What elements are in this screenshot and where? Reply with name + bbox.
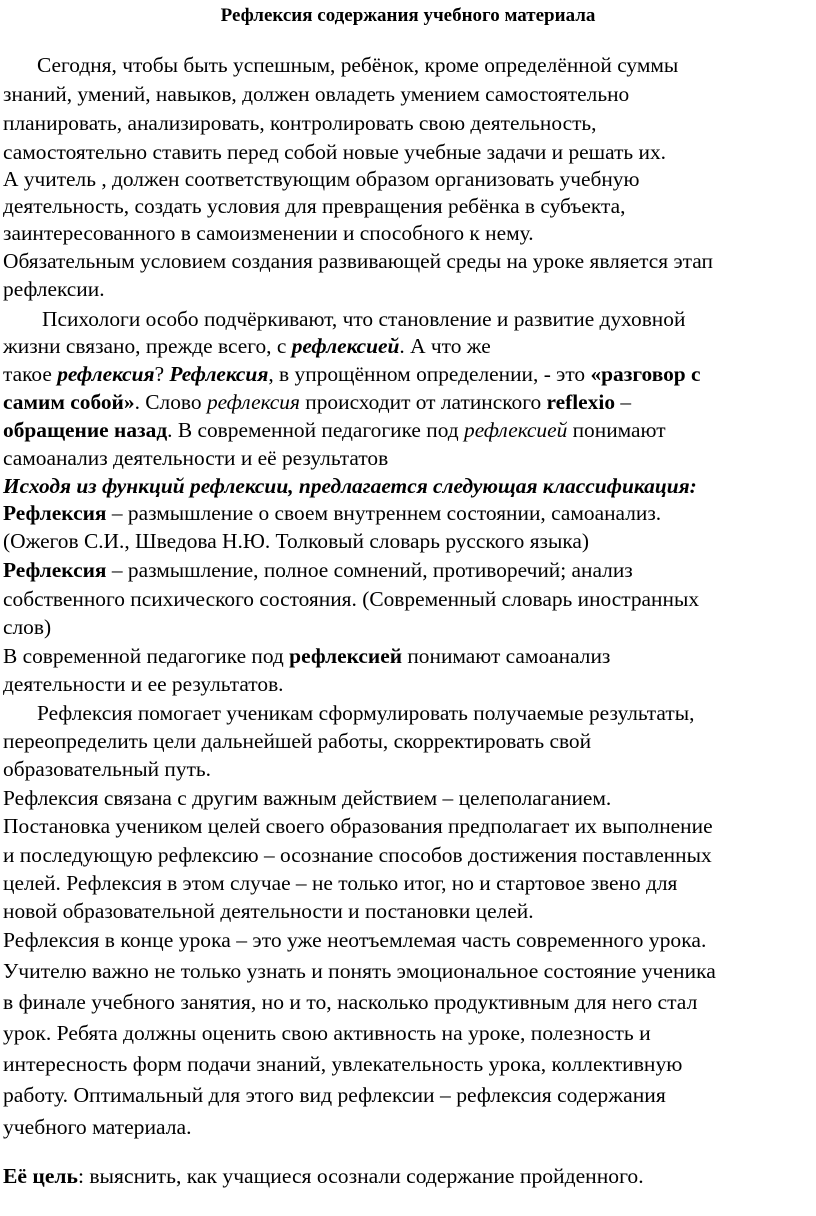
bold-term: рефлексией [289, 644, 403, 668]
text-line: Сегодня, чтобы быть успешным, ребёнок, кроме определённой суммы [37, 53, 679, 77]
definition-line [3, 500, 661, 527]
text-run: . Слово [134, 390, 207, 414]
text-line [3, 333, 491, 360]
text-run: жизни связано, прежде всего, с [3, 334, 292, 358]
text-line: деятельности и ее результатов. [3, 672, 284, 696]
emphasis-term: Рефлексия [169, 362, 269, 386]
italic-term: рефлексией [464, 418, 568, 442]
italic-term: рефлексия [206, 390, 300, 414]
page-title: Рефлексия содержания учебного материала [220, 5, 596, 26]
section-heading [3, 473, 697, 500]
bold-term: reflexio [546, 390, 616, 414]
text-line: интересность форм подачи знаний, увлекательность урока, коллективную [3, 1052, 683, 1076]
heading-text: Исходя из функций рефлексии, предлагается следующая классификация: [3, 474, 697, 498]
text-line: знаний, умений, навыков, должен овладеть умением самостоятельно [3, 82, 630, 106]
text-line: образовательный путь. [3, 757, 212, 781]
text-line: новой образовательной деятельности и постановки целей. [3, 899, 534, 923]
goal-label: Её цель [3, 1164, 78, 1188]
text-line: А учитель , должен соответствующим образом организовать учебную [3, 167, 640, 191]
text-run: происходит от латинского [299, 390, 547, 414]
emphasis-term: рефлексией [291, 334, 400, 358]
text-line [3, 361, 701, 388]
text-line: Постановка учеником целей своего образования предполагает их выполнение [3, 814, 713, 838]
text-line [3, 417, 666, 444]
text-line: Рефлексия связана с другим важным действием – целеполаганием. [3, 786, 612, 810]
definition-line [3, 557, 633, 584]
text-line: слов) [3, 615, 52, 639]
text-line [3, 643, 610, 670]
definition-term: Рефлексия [3, 558, 107, 582]
text-line: работу. Оптимальный для этого вид рефлексии – рефлексия содержания [3, 1083, 666, 1107]
text-line: самостоятельно ставить перед собой новые учебные задачи и решать их. [3, 140, 667, 164]
bold-term: «разговор с [590, 362, 701, 386]
text-line: самоанализ деятельности и её результатов [3, 446, 389, 470]
text-line: и последующую рефлексию – осознание способов достижения поставленных [3, 843, 712, 867]
text-run: , в упрощённом определении, - это [268, 362, 591, 386]
bold-term: самим собой» [3, 390, 135, 414]
text-line: (Ожегов С.И., Шведова Н.Ю. Толковый словарь русского языка) [3, 529, 590, 553]
text-line: Психологи особо подчёркивают, что становление и развитие духовной [42, 307, 686, 331]
text-run: – [615, 390, 632, 414]
emphasis-term: рефлексия [57, 362, 155, 386]
text-line: Обязательным условием создания развивающей среды на уроке является этап [3, 249, 713, 273]
text-line: рефлексии. [3, 277, 105, 301]
text-run: понимают самоанализ [402, 644, 611, 668]
text-line: планировать, анализировать, контролировать свою деятельность, [3, 111, 597, 135]
goal-line [3, 1163, 644, 1190]
text-line: целей. Рефлексия в этом случае – не только итог, но и стартовое звено для [3, 871, 678, 895]
text-line: заинтересованного в самоизменении и способного к нему. [3, 221, 534, 245]
text-line: собственного психического состояния. (Современный словарь иностранных [3, 587, 700, 611]
text-line: переопределить цели дальнейшей работы, скорректировать свой [3, 729, 592, 753]
text-run: : выяснить, как учащиеся осознали содержание пройденного. [77, 1164, 644, 1188]
text-line: учебного материала. [3, 1115, 192, 1139]
text-line: Рефлексия помогает ученикам сформулировать получаемые результаты, [37, 701, 695, 725]
text-line: деятельность, создать условия для превращения ребёнка в субъекта, [3, 194, 626, 218]
text-line [3, 389, 631, 416]
text-run: – размышление, полное сомнений, противоречий; анализ [106, 558, 633, 582]
text-run: такое [3, 362, 58, 386]
text-run: ? [154, 362, 170, 386]
text-run: В современной педагогике под [3, 644, 290, 668]
text-line: Учителю важно не только узнать и понять эмоциональное состояние ученика [3, 959, 716, 983]
definition-term: Рефлексия [3, 501, 107, 525]
text-line: в финале учебного занятия, но и то, насколько продуктивным для него стал [3, 990, 698, 1014]
bold-term: обращение назад [3, 418, 168, 442]
text-run: – размышление о своем внутреннем состоянии, самоанализ. [106, 501, 662, 525]
text-line: урок. Ребята должны оценить свою активность на уроке, полезность и [3, 1021, 651, 1045]
text-line: Рефлексия в конце урока – это уже неотъемлемая часть современного урока. [3, 928, 707, 952]
text-run: . В современной педагогике под [167, 418, 465, 442]
text-run: . А что же [399, 334, 491, 358]
text-run: понимают [567, 418, 666, 442]
